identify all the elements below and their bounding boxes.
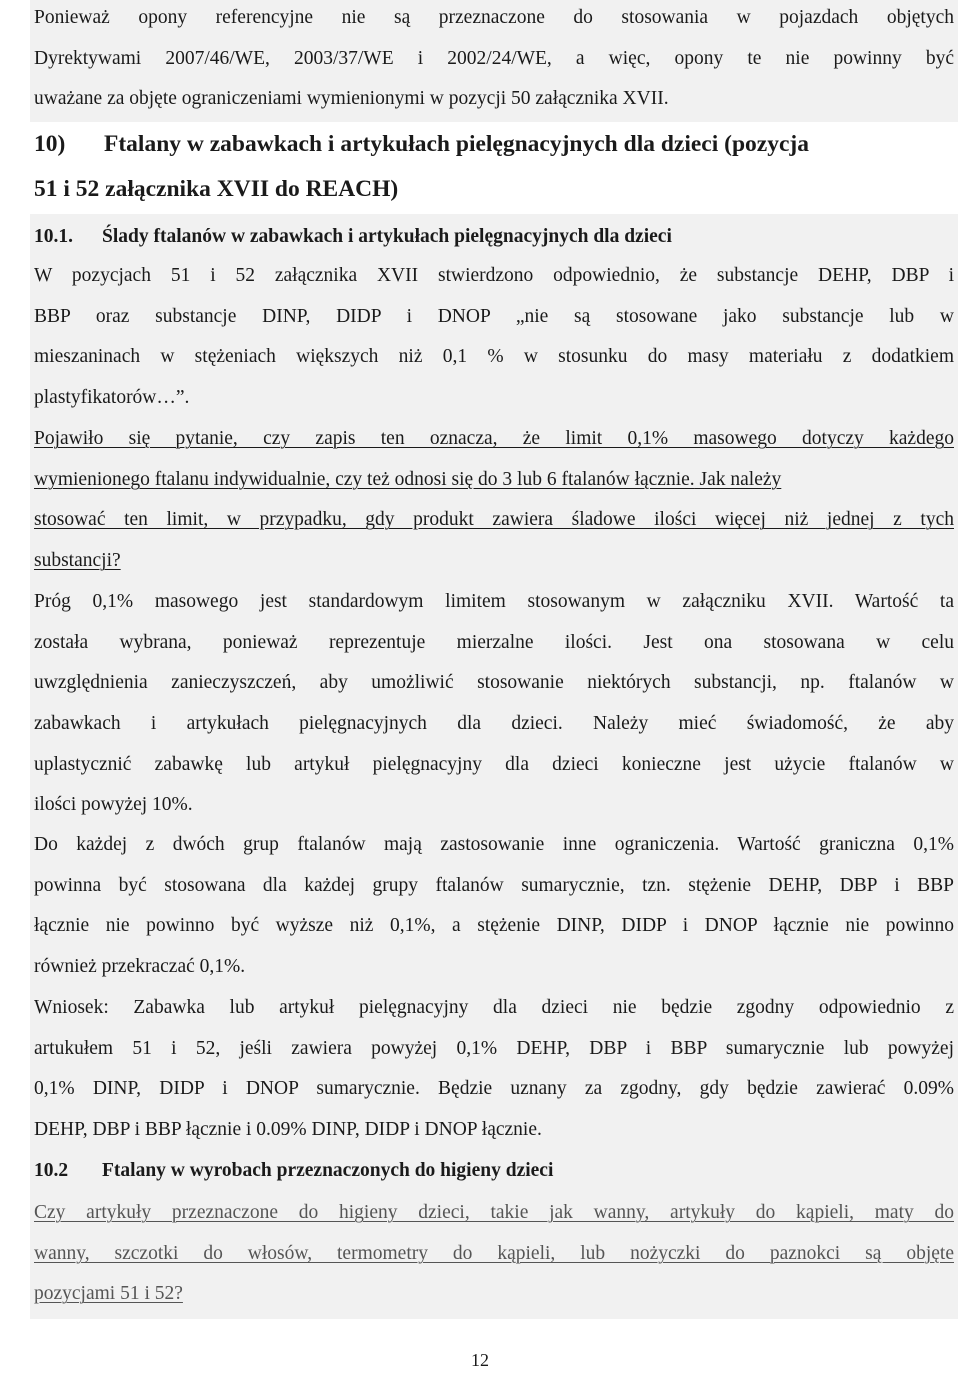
text-line: Ponieważ opony referencyjne nie są przeznaczone do stosowania w pojazdach objętych — [34, 7, 954, 28]
conclusion-paragraph — [34, 988, 954, 1151]
intro-paragraph — [34, 0, 954, 120]
question-paragraph-2 — [34, 1193, 954, 1315]
text-span: Jak należy — [694, 468, 782, 490]
text-line: Wniosek: Zabawka lub artykuł pielęgnacyjny dla dzieci nie będzie zgodny odpowiednio z — [34, 997, 954, 1018]
subsection-title: Ślady ftalanów w zabawkach i artykułach pielęgnacyjnych dla dzieci — [102, 226, 672, 247]
text-line: BBP oraz substancje DINP, DIDP i DNOP „nie są stosowane jako substancje lub w — [34, 305, 954, 327]
section-number: 10) — [34, 131, 66, 157]
text-line: powinna być stosowana dla każdej grupy ftalanów sumarycznie, tzn. stężenie DEHP, DBP i BBP — [34, 874, 954, 896]
text-line: uważane za objęte ograniczeniami wymienionymi w pozycji 50 załącznika XVII. — [34, 88, 669, 110]
text-line: DEHP, DBP i BBP łącznie i 0.09% DINP, DIDP i DNOP łącznie. — [34, 1119, 542, 1141]
text-line: uplastycznić zabawkę lub artykuł pielęgnacyjny dla dzieci konieczne jest użycie ftalanów w — [34, 753, 954, 775]
text-line: W pozycjach 51 i 52 załącznika XVII stwierdzono odpowiednio, że substancje DEHP, DBP i — [34, 265, 954, 286]
subsection-heading-10-1 — [34, 219, 672, 255]
subsection-number: 10.2 — [34, 1160, 69, 1181]
text-span: pozycjami 51 i 52? — [34, 1283, 183, 1305]
text-line: mieszaninach w stężeniach większych niż 0,1 % w stosunku do masy materiału z dodatkiem — [34, 346, 954, 368]
text-line: wanny, szczotki do włosów, termometry do kąpieli, lub nożyczki do paznokci są objęte — [34, 1242, 954, 1264]
paragraph-positions-51-52 — [34, 256, 954, 419]
text-line: Dyrektywami 2007/46/WE, 2003/37/WE i 2002/24/WE, a więc, opony te nie powinny być — [34, 47, 954, 69]
text-line: łącznie nie powinno być wyższe niż 0,1%, a stężenie DINP, DIDP i DNOP łącznie nie powinno — [34, 915, 954, 937]
text-line: również przekraczać 0,1%. — [34, 956, 246, 978]
text-line — [34, 460, 954, 501]
text-line: 0,1% DINP, DIDP i DNOP sumarycznie. Będzie uznany za zgodny, gdy będzie zawierać 0.09% — [34, 1078, 954, 1100]
text-line: została wybrana, ponieważ reprezentuje mierzalne ilości. Jest ona stosowana w celu — [34, 631, 954, 653]
text-line: Do każdej z dwóch grup ftalanów mają zastosowanie inne ograniczenia. Wartość graniczna 0,1% — [34, 834, 954, 855]
text-line: artukułem 51 i 52, jeśli zawiera powyżej 0,1% DEHP, DBP i BBP sumarycznie lub powyżej — [34, 1037, 954, 1059]
subsection-number: 10.1. — [34, 226, 73, 247]
text-line: uwzględnienia zanieczyszczeń, aby umożliwić stosowanie niektórych substancji, np. ftalanów w — [34, 672, 954, 694]
page-number: 12 — [471, 1350, 489, 1370]
text-line: stosować ten limit, w przypadku, gdy produkt zawiera śladowe ilości więcej niż jednej z tych — [34, 509, 954, 531]
section-title-line1: Ftalany w zabawkach i artykułach pielęgnacyjnych dla dzieci (pozycja — [104, 131, 809, 157]
text-span: substancji? — [34, 550, 121, 572]
text-line: Czy artykuły przeznaczone do higieny dzieci, takie jak wanny, artykuły do kąpieli, maty do — [34, 1202, 954, 1223]
text-line: ilości powyżej 10%. — [34, 794, 193, 816]
subsection-heading-10-2 — [34, 1151, 553, 1191]
answer-paragraph-1 — [34, 582, 954, 826]
text-line: plastyfikatorów…”. — [34, 387, 190, 409]
section-title-line2: 51 i 52 załącznika XVII do REACH) — [34, 176, 399, 202]
text-line: Pojawiło się pytanie, czy zapis ten oznacza, że limit 0,1% masowego dotyczy każdego — [34, 428, 954, 449]
section-heading-10 — [34, 122, 954, 212]
question-paragraph-1 — [34, 419, 954, 582]
subsection-title: Ftalany w wyrobach przeznaczonych do higieny dzieci — [102, 1160, 554, 1181]
text-span: wymienionego ftalanu indywidualnie, czy też odnosi się do 3 lub 6 ftalanów łącznie. — [34, 468, 695, 490]
text-line: Próg 0,1% masowego jest standardowym limitem stosowanym w załączniku XVII. Wartość ta — [34, 591, 954, 612]
answer-paragraph-2 — [34, 825, 954, 988]
text-line: zabawkach i artykułach pielęgnacyjnych dla dzieci. Należy mieć świadomość, że aby — [34, 713, 954, 735]
